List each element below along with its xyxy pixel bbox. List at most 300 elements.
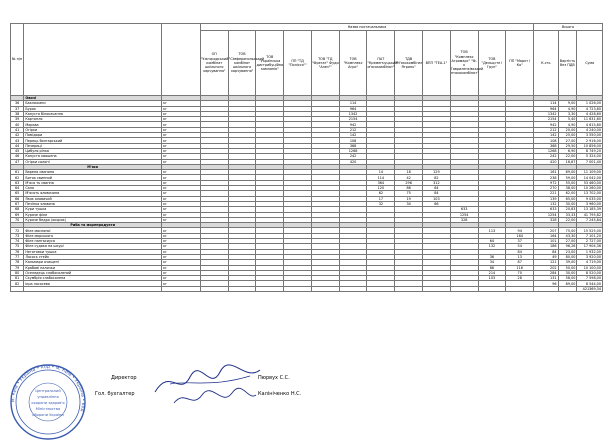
supplier-col: ТОВ "Дельцсте і Груп" (478, 31, 506, 96)
header-total: Всього (534, 24, 603, 31)
row-number: 66 (11, 196, 24, 201)
supplier-qty: 2154 (339, 117, 367, 122)
total-sum: 11 631,60 (577, 117, 603, 122)
unit-price: 20,83 (558, 207, 577, 212)
row-number: 41 (11, 127, 24, 132)
supplier-qty: 1254 (450, 212, 478, 217)
supplier-qty: 114 (339, 101, 367, 106)
row-number: 68 (11, 207, 24, 212)
row-number: 81 (11, 276, 24, 281)
unit: кг (162, 133, 201, 138)
supplier-qty: 64 (423, 186, 451, 191)
product-name: Печінка яловича (24, 201, 162, 206)
total-qty: 131 (534, 276, 558, 281)
product-name: Кальмари очищені (24, 260, 162, 265)
row-number: 72 (11, 228, 24, 233)
supplier-qty: 103 (478, 276, 506, 281)
price-col: Вартість без ПДВ (558, 31, 577, 96)
row-number: 80 (11, 270, 24, 275)
supplier-col: ВПП "ТЕА-1" (423, 31, 451, 96)
grand-total-row (11, 286, 603, 291)
empty-cell (256, 286, 284, 291)
unit: кг (162, 265, 201, 270)
sum-col: Сума (577, 31, 603, 96)
unit: кг (162, 249, 201, 254)
unit-price: 30,00 (558, 270, 577, 275)
total-sum: 2 727,00 (577, 239, 603, 244)
svg-text:Центральний: Центральний (35, 389, 61, 393)
total-qty: 101 (534, 239, 558, 244)
unit-price: 50,00 (558, 265, 577, 270)
grand-total: 421369,34 (577, 286, 603, 291)
total-qty: 164 (534, 233, 558, 238)
supplier-col: ТОВ "Комплекс Агромарс" "Ф-к Гавриленківський птахокомбінат" (450, 31, 478, 96)
header-number: № п/п (11, 24, 24, 96)
supplier-qty: 116 (506, 265, 534, 270)
unit: кг (162, 159, 201, 164)
supplier-qty: 242 (339, 154, 367, 159)
total-qty: 270 (534, 186, 558, 191)
product-name: Оселедець слабосолений (24, 270, 162, 275)
total-qty: 132 (534, 201, 558, 206)
total-sum: 8 749,20 (577, 148, 603, 153)
supplier-qty: 82 (423, 175, 451, 180)
row-number: 69 (11, 212, 24, 217)
section-title: Овочі (24, 96, 162, 101)
total-sum: 10 856,00 (577, 143, 603, 148)
unit: кг (162, 191, 201, 196)
supplier-qty: 14 (367, 170, 395, 175)
total-qty: 942 (534, 122, 558, 127)
row-number: 45 (11, 148, 24, 153)
supplier-qty: 129 (423, 170, 451, 175)
total-qty: 1268 (534, 148, 558, 153)
supplier-qty: 42 (395, 175, 423, 180)
product-name: Філе судака на шкурі (24, 244, 162, 249)
unit-price: 9,00 (558, 101, 577, 106)
unit: кг (162, 138, 201, 143)
product-name: Скумбрія слабосолена (24, 276, 162, 281)
unit-price: 69,00 (558, 170, 577, 175)
row-number: 36 (11, 101, 24, 106)
empty-cell (534, 286, 558, 291)
empty-cell (558, 286, 577, 291)
supplier-qty: 13 (506, 254, 534, 259)
unit: кг (162, 233, 201, 238)
unit: кг (162, 101, 201, 106)
supplier-qty: 420 (339, 159, 367, 164)
row-number: 78 (11, 260, 24, 265)
total-qty: 84 (534, 249, 558, 254)
row-number: 40 (11, 122, 24, 127)
total-sum: 4 723,60 (577, 106, 603, 111)
supplier-qty: 114 (367, 175, 395, 180)
unit: кг (162, 170, 201, 175)
supplier-qty: 633 (450, 207, 478, 212)
total-sum: 53 460,00 (577, 180, 603, 185)
unit-price: 16,67 (558, 159, 577, 164)
unit: кг (162, 201, 201, 206)
total-sum: 10 260,00 (577, 186, 603, 191)
supplier-qty: 86 (395, 186, 423, 191)
row-number: 75 (11, 244, 24, 249)
official-seal (8, 362, 88, 442)
supplier-qty: 942 (339, 122, 367, 127)
supplier-qty: 36 (478, 254, 506, 259)
unit-price: 20,00 (558, 127, 577, 132)
supplier-qty: 34 (478, 260, 506, 265)
unit-price: 80,00 (558, 254, 577, 259)
total-qty: 368 (534, 143, 558, 148)
accountant-signature (170, 385, 260, 413)
total-qty: 238 (534, 175, 558, 180)
supplier-qty: 18 (395, 170, 423, 175)
unit-price: 75,00 (558, 228, 577, 233)
total-qty: 108 (534, 138, 558, 143)
row-number: 82 (11, 281, 24, 286)
unit: кг (162, 207, 201, 212)
unit-price: 30,00 (558, 201, 577, 206)
product-name: Картопля (24, 117, 162, 122)
total-sum: 4 719,00 (577, 260, 603, 265)
row-number: 79 (11, 265, 24, 270)
total-qty: 242 (534, 154, 558, 159)
total-qty: 633 (534, 207, 558, 212)
empty-cell (395, 286, 423, 291)
empty-cell (228, 286, 256, 291)
empty-cell (506, 286, 534, 291)
product-name: М'ясоть яловичини (24, 191, 162, 196)
row-number: 64 (11, 186, 24, 191)
unit-price: 6,90 (558, 148, 577, 153)
total-qty: 1342 (534, 111, 558, 116)
empty-cell (478, 286, 506, 291)
unit-price: 4,90 (558, 106, 577, 111)
supplier-qty: 54 (506, 244, 534, 249)
unit: кг (162, 276, 201, 281)
row-number: 70 (11, 217, 24, 222)
unit: кг (162, 254, 201, 259)
product-name: Філе морського (24, 233, 162, 238)
unit-price: 96,26 (558, 244, 577, 249)
total-qty: 420 (534, 159, 558, 164)
supplier-qty: 120 (367, 186, 395, 191)
product-name: Куряче бедро (окорок) (24, 217, 162, 222)
product-name: Варена свинина (24, 170, 162, 175)
product-name: Крабові палички (24, 265, 162, 270)
total-qty: 49 (534, 254, 558, 259)
unit: кг (162, 244, 201, 249)
unit: кг (162, 180, 201, 185)
product-name: Морква (24, 122, 162, 127)
total-qty: 284 (534, 270, 558, 275)
accountant-name: Калініченко Н.С. (258, 391, 302, 397)
unit: кг (162, 143, 201, 148)
supplier-col: ОП "Ужгородський комбінат шкільного харчування" (200, 31, 228, 96)
supplier-qty: 66 (423, 201, 451, 206)
supplier-qty: 34 (395, 201, 423, 206)
total-sum: 5 324,00 (577, 154, 603, 159)
row-number: 77 (11, 254, 24, 259)
product-name: Філе пангасиуса (24, 239, 162, 244)
unit-price: 33,33 (558, 212, 577, 217)
unit-price: 38,00 (558, 186, 577, 191)
total-sum: 1 026,00 (577, 101, 603, 106)
supplier-qty: 64 (478, 239, 506, 244)
unit-price: 58,00 (558, 276, 577, 281)
unit: кг (162, 196, 201, 201)
total-sum: 3 550,00 (577, 133, 603, 138)
unit: кг (162, 175, 201, 180)
supplier-col: ПП "Маркт і Ко" (506, 31, 534, 96)
supplier-qty: 19 (395, 196, 423, 201)
supplier-qty: 87 (506, 260, 534, 265)
section-title: М'ясо (24, 164, 162, 169)
svg-text:м. Київ • Україна • код • м. К: м. Київ • Україна • код • м. Київ • Україна • код (10, 364, 86, 413)
supplier-qty: 296 (395, 180, 423, 185)
product-name: Куряче філе (24, 212, 162, 217)
supplier-qty: 368 (339, 143, 367, 148)
product-name: Огірки солоні (24, 159, 162, 164)
product-name: Філе масляної (24, 228, 162, 233)
product-name: Капуста білокачанна (24, 111, 162, 116)
total-qty: 972 (534, 180, 558, 185)
unit: кг (162, 127, 201, 132)
director-label: Директор (111, 375, 137, 381)
unit: кг (162, 117, 201, 122)
svg-text:управління: управління (37, 395, 59, 399)
empty-cell (367, 286, 395, 291)
section-title: Риба та морепродукти (24, 223, 162, 228)
empty-cell (423, 286, 451, 291)
director-name: Пюрвух С.С. (258, 375, 290, 381)
total-sum: 14 042,00 (577, 175, 603, 180)
product-name: Неготовки тушка (24, 249, 162, 254)
row-number: 76 (11, 249, 24, 254)
product-name: Буряк (24, 106, 162, 111)
unit: кг (162, 228, 201, 233)
unit: кг (162, 111, 201, 116)
row-number: 63 (11, 180, 24, 185)
total-qty: 142 (534, 133, 558, 138)
product-name: Лосось стейк (24, 254, 162, 259)
supplier-qty: 214 (478, 270, 506, 275)
total-sum: 10 100,00 (577, 265, 603, 270)
product-name: Ікра лососева (24, 281, 162, 286)
row-number: 39 (11, 117, 24, 122)
product-name: Перець болгарський (24, 138, 162, 143)
supplier-qty: 84 (506, 249, 534, 254)
procurement-table (10, 23, 603, 292)
total-sum: 4 240,00 (577, 127, 603, 132)
unit: кг (162, 212, 201, 217)
total-sum: 8 520,00 (577, 270, 603, 275)
empty-cell (450, 286, 478, 291)
product-name: Сало (24, 186, 162, 191)
total-sum: 17 904,36 (577, 244, 603, 249)
total-sum: 1 932,00 (577, 249, 603, 254)
unit: кг (162, 122, 201, 127)
supplier-qty: 108 (339, 138, 367, 143)
product-name: М'ясо ть свинна (24, 180, 162, 185)
qty-col: К-сть (534, 31, 558, 96)
total-sum: 7 245,84 (577, 217, 603, 222)
total-qty: 161 (534, 170, 558, 175)
total-sum: 15 525,00 (577, 228, 603, 233)
total-sum: 13 185,39 (577, 207, 603, 212)
supplier-qty: 142 (339, 133, 367, 138)
row-number: 38 (11, 111, 24, 116)
unit-price: 23,00 (558, 249, 577, 254)
total-sum: 8 544,00 (577, 281, 603, 286)
supplier-qty: 70 (506, 270, 534, 275)
unit: кг (162, 217, 201, 222)
row-number: 47 (11, 159, 24, 164)
product-name: Огірки (24, 127, 162, 132)
total-qty: 121 (534, 260, 558, 265)
supplier-qty: 164 (506, 233, 534, 238)
accountant-label: Гол. бухгалтер (95, 391, 135, 397)
unit-price: 55,00 (558, 180, 577, 185)
supplier-qty: 86 (478, 265, 506, 270)
supplier-qty: 1268 (339, 148, 367, 153)
unit-price: 3,30 (558, 111, 577, 116)
svg-text:охорони здоров'я: охорони здоров'я (31, 401, 65, 405)
unit-price: 59,00 (558, 175, 577, 180)
total-qty: 328 (534, 217, 558, 222)
total-qty: 186 (534, 244, 558, 249)
supplier-qty: 1342 (339, 111, 367, 116)
total-sum: 3 960,00 (577, 201, 603, 206)
supplier-qty: 328 (450, 217, 478, 222)
supplier-qty: 37 (506, 239, 534, 244)
empty-cell (311, 286, 339, 291)
unit: кг (162, 281, 201, 286)
unit: кг (162, 106, 201, 111)
total-qty: 964 (534, 106, 558, 111)
unit: кг (162, 239, 201, 244)
supplier-qty: 964 (339, 106, 367, 111)
supplier-qty: 113 (478, 228, 506, 233)
product-name: Язик яловичий (24, 196, 162, 201)
total-sum: 13 702,00 (577, 191, 603, 196)
header-unit (162, 24, 201, 96)
total-sum: 7 101,20 (577, 233, 603, 238)
row-number: 43 (11, 138, 24, 143)
row-number: 62 (11, 175, 24, 180)
unit-price: 27,00 (558, 138, 577, 143)
unit-price: 22,00 (558, 217, 577, 222)
supplier-col: ТОВ "Сімферопольський комбінат шкільного харчування" (228, 31, 256, 96)
unit-price: 4,90 (558, 122, 577, 127)
product-name: Биток свинний (24, 175, 162, 180)
total-qty: 1254 (534, 212, 558, 217)
unit-price: 29,50 (558, 143, 577, 148)
row-number: 65 (11, 191, 24, 196)
unit-price: 39,00 (558, 260, 577, 265)
row-number: 73 (11, 233, 24, 238)
total-qty: 96 (534, 281, 558, 286)
svg-text:Міністерства: Міністерства (35, 407, 61, 411)
supplier-qty: 212 (339, 127, 367, 132)
total-sum: 2 916,00 (577, 138, 603, 143)
empty-cell (24, 286, 162, 291)
unit-price: 65,00 (558, 196, 577, 201)
supplier-qty: 364 (367, 180, 395, 185)
total-sum: 41 795,82 (577, 212, 603, 217)
unit: кг (162, 270, 201, 275)
supplier-col: ТДВ "М'ясокомбінат Ятрань" (395, 31, 423, 96)
row-number: 67 (11, 201, 24, 206)
row-number: 74 (11, 239, 24, 244)
svg-text:оборони України: оборони України (32, 413, 64, 417)
row-number: 61 (11, 170, 24, 175)
supplier-col: ТОВ "Українська дистрибуційна компанія" (256, 31, 284, 96)
total-sum: 11 109,00 (577, 170, 603, 175)
row-number: 42 (11, 133, 24, 138)
supplier-qty: 103 (423, 196, 451, 201)
unit-price: 89,00 (558, 281, 577, 286)
supplier-qty: 94 (506, 228, 534, 233)
unit-price: 5,40 (558, 117, 577, 122)
supplier-col: ПП "ТД "Полісся"" (284, 31, 312, 96)
product-name: Кури тушка (24, 207, 162, 212)
product-name: Баклажани (24, 101, 162, 106)
empty-cell (200, 286, 228, 291)
total-qty: 139 (534, 196, 558, 201)
supplier-qty: 32 (367, 201, 395, 206)
empty-cell (339, 286, 367, 291)
empty-cell (11, 286, 24, 291)
unit-price: 22,00 (558, 154, 577, 159)
supplier-qty: 312 (423, 180, 451, 185)
product-name: Помідори (24, 133, 162, 138)
total-sum: 4 615,80 (577, 122, 603, 127)
unit-price: 25,00 (558, 133, 577, 138)
product-name: Печериці (24, 143, 162, 148)
product-name: Цибуля ріпка (24, 148, 162, 153)
product-name: Капуста квашена (24, 154, 162, 159)
unit-price: 27,00 (558, 239, 577, 244)
supplier-qty: 28 (506, 276, 534, 281)
total-sum: 7 001,40 (577, 159, 603, 164)
unit: кг (162, 260, 201, 265)
unit: кг (162, 186, 201, 191)
supplier-col: ТОВ "ТД "Фрегат" Фуди "Алез"" (311, 31, 339, 96)
total-qty: 202 (534, 265, 558, 270)
header-suppliers: Назва постачальника (200, 24, 533, 31)
empty-cell (162, 286, 201, 291)
row-number: 46 (11, 154, 24, 159)
supplier-qty: 132 (478, 244, 506, 249)
supplier-col: ТОВ "Комплекс Агро" (339, 31, 367, 96)
supplier-qty: 17 (367, 196, 395, 201)
header-name (24, 24, 162, 96)
supplier-qty: 62 (367, 191, 395, 196)
total-sum: 7 598,00 (577, 276, 603, 281)
total-sum: 4 428,60 (577, 111, 603, 116)
total-sum: 9 035,00 (577, 196, 603, 201)
supplier-col: ПАТ "Кременчуцький м'ясокомбінат" (367, 31, 395, 96)
row-number: 44 (11, 143, 24, 148)
row-number: 37 (11, 106, 24, 111)
total-qty: 212 (534, 127, 558, 132)
total-sum: 3 920,00 (577, 254, 603, 259)
supplier-qty: 75 (395, 191, 423, 196)
total-qty: 2154 (534, 117, 558, 122)
supplier-qty: 84 (423, 191, 451, 196)
empty-cell (284, 286, 312, 291)
